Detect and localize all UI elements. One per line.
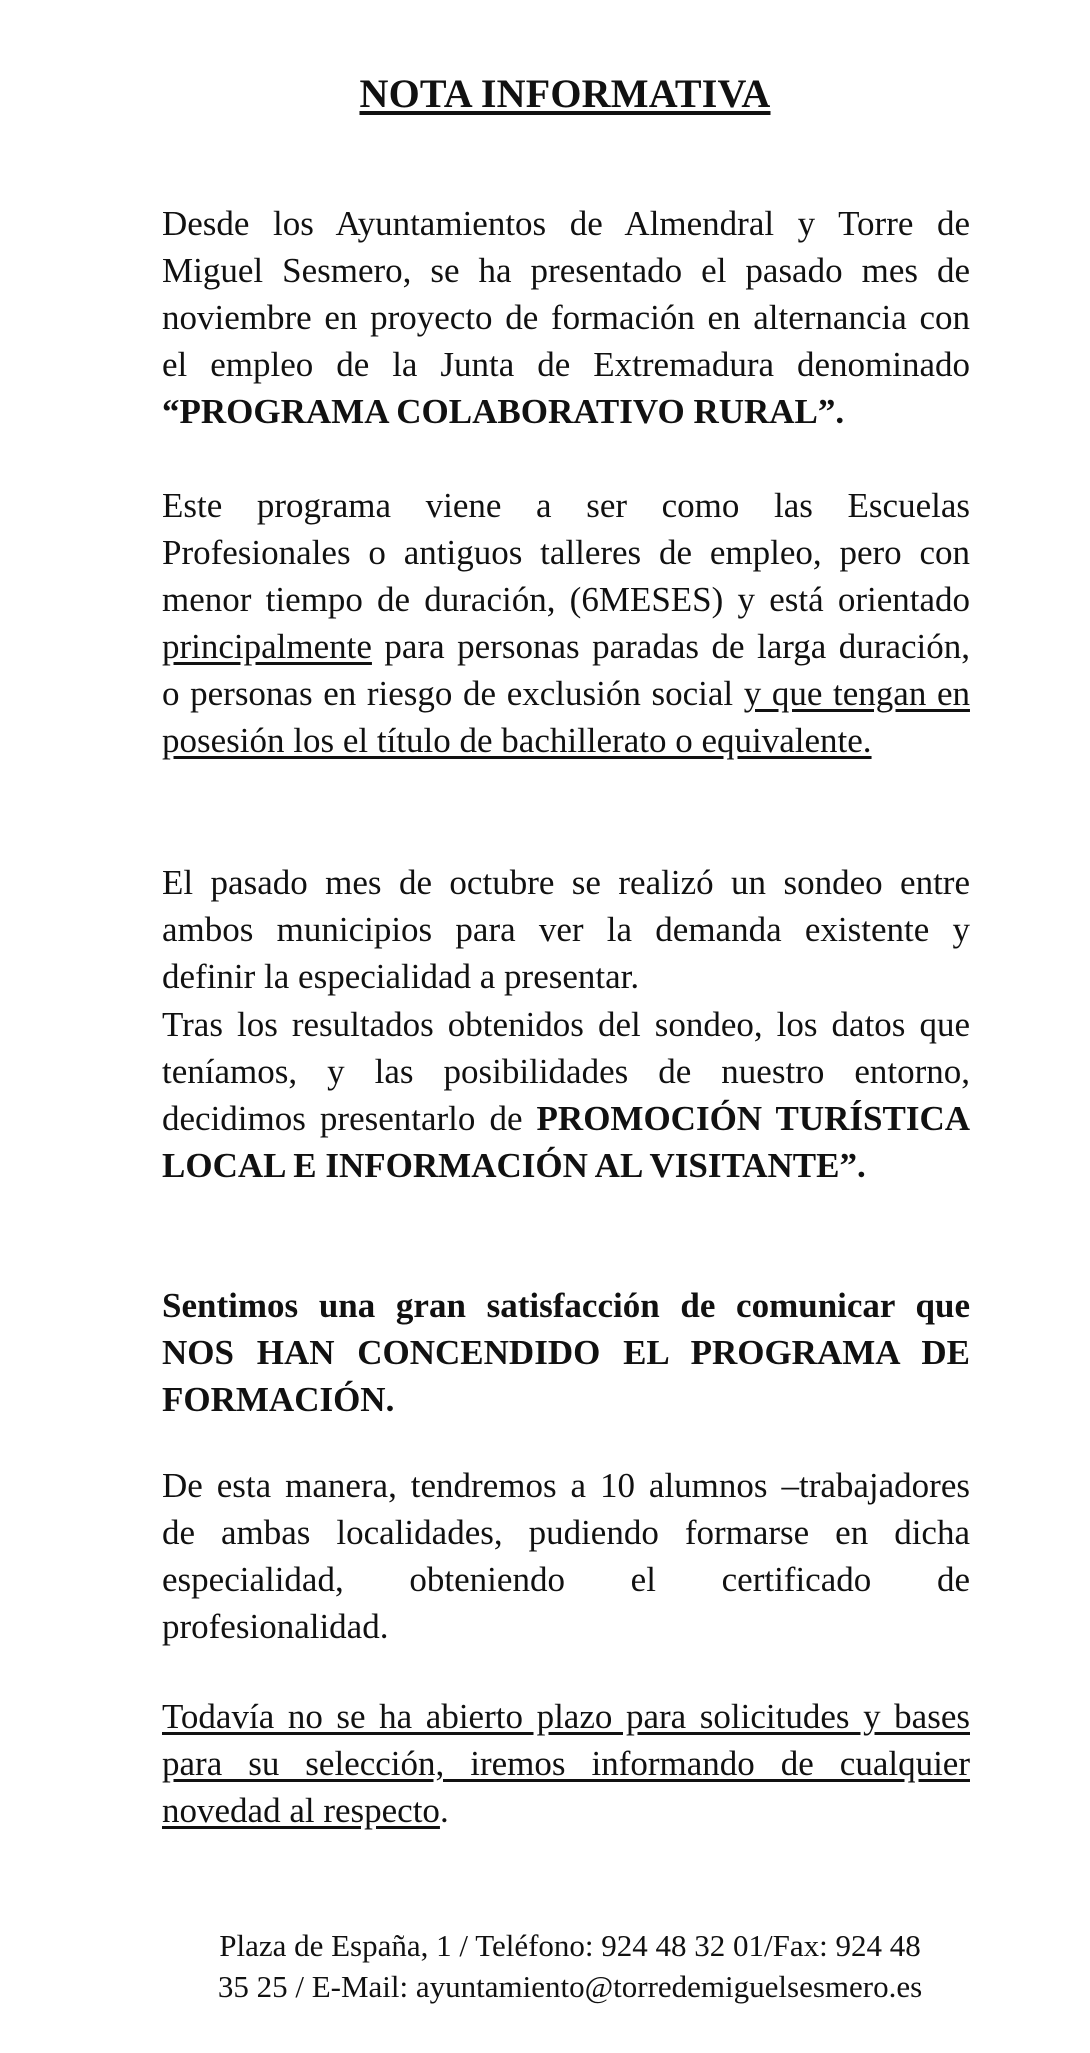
paragraph-concesion [162, 1282, 970, 1423]
footer-email-line: 35 25 / E-Mail: ayuntamiento@torredemiguelsesmero.es [217, 1969, 923, 2004]
footer-address-line: Plaza de España, 1 / Teléfono: 924 48 32 01/Fax: 924 48 [219, 1928, 921, 1963]
document-title: NOTA INFORMATIVA [359, 71, 771, 116]
paragraph-programa [162, 200, 970, 435]
paragraph-text: El pasado mes de octubre se realizó un sondeo entre ambos municipios para ver la demanda existente y definir la especialidad a presentar. [162, 863, 970, 996]
announcement-text: Sentimos una gran satisfacción de comunicar que NOS HAN CONCENDIDO EL PROGRAMA DE FORMACIÓN. [162, 1286, 970, 1419]
footer-contact [150, 1925, 990, 2007]
paragraph-text: Este programa viene a ser como las Escuelas Profesionales o antiguos talleres de empleo, pero con menor tiempo de duración, (6MESES) y está orientado [162, 486, 970, 619]
paragraph-tail: . [439, 1791, 449, 1830]
paragraph-alumnos [162, 1462, 970, 1650]
specialty-name: PROMOCIÓN TURÍSTICA LOCAL E INFORMACIÓN AL VISITANTE”. [162, 1099, 970, 1185]
paragraph-especialidad [162, 1001, 970, 1189]
program-name: “PROGRAMA COLABORATIVO RURAL”. [162, 392, 845, 431]
underlined-text: principalmente [162, 627, 372, 666]
underlined-requirement: y que tengan en posesión los el título de bachillerato o equivalente. [162, 674, 970, 760]
paragraph-plazo [162, 1693, 970, 1834]
paragraph-text: De esta manera, tendremos a 10 alumnos –trabajadores de ambas localidades, pudiendo formarse en dicha especialidad, obteniendo el certificado de profesionalidad. [162, 1466, 970, 1646]
paragraph-text: Desde los Ayuntamientos de Almendral y Torre de Miguel Sesmero, se ha presentado el pasado mes de noviembre en proyecto de formación en alternancia con el empleo de la Junta de Extremadura denominado [162, 204, 970, 384]
paragraph-text: para personas paradas de larga duración, o personas en riesgo de exclusión social [162, 627, 970, 713]
paragraph-descripcion [162, 482, 970, 764]
underlined-notice: Todavía no se ha abierto plazo para solicitudes y bases para su selección, iremos informando de cualquier novedad al respecto [162, 1697, 970, 1830]
paragraph-text: Tras los resultados obtenidos del sondeo, los datos que teníamos, y las posibilidades de nuestro entorno, decidimos presentarlo de [162, 1005, 970, 1138]
paragraph-sondeo [162, 859, 970, 1000]
